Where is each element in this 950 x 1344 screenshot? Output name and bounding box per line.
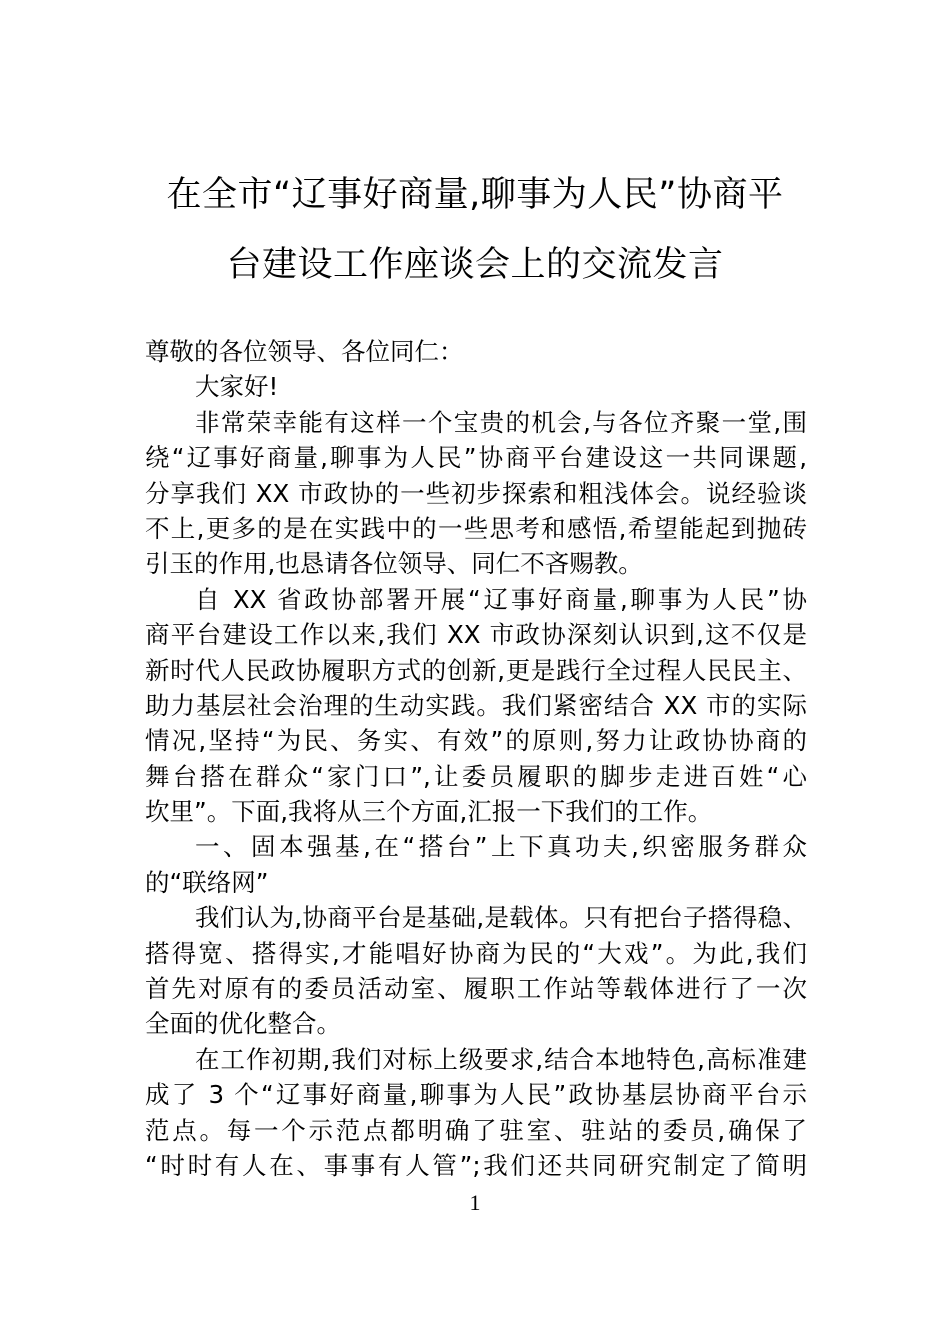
paragraph bbox=[145, 829, 807, 900]
text-line: 成了 3 个“辽事好商量,聊事为人民”政协基层协商平台示 bbox=[145, 1080, 807, 1110]
text-line: 范点。每一个示范点都明确了驻室、驻站的委员,确保了 bbox=[145, 1115, 807, 1145]
text-line: 尊敬的各位领导、各位同仁： bbox=[145, 337, 464, 366]
document-title bbox=[0, 160, 950, 300]
text-line: 全面的优化整合。 bbox=[145, 1009, 341, 1039]
text-line: “时时有人在、事事有人管”;我们还共同研究制定了简明 bbox=[145, 1150, 807, 1180]
text-line: 新时代人民政协履职方式的创新,更是践行全过程人民民主、 bbox=[145, 655, 807, 685]
paragraph bbox=[145, 369, 807, 404]
text-line: 自 XX 省政协部署开展“辽事好商量,聊事为人民”协 bbox=[195, 584, 807, 614]
text-line: 绕“辽事好商量,聊事为人民”协商平台建设这一共同课题, bbox=[145, 443, 807, 473]
paragraph bbox=[145, 582, 807, 830]
paragraph bbox=[145, 1042, 807, 1184]
text-line: 一、固本强基,在“搭台”上下真功夫,织密服务群众 bbox=[195, 832, 807, 862]
title-line-1: 在全市“辽事好商量,聊事为人民”协商平 bbox=[166, 175, 784, 215]
page-number: 1 bbox=[469, 1190, 481, 1215]
text-line: 非常荣幸能有这样一个宝贵的机会,与各位齐聚一堂,围 bbox=[195, 407, 807, 437]
text-line: 我们认为,协商平台是基础,是载体。只有把台子搭得稳、 bbox=[195, 903, 807, 933]
text-line: 大家好! bbox=[195, 372, 279, 402]
text-line: 引玉的作用,也恳请各位领导、同仁不吝赐教。 bbox=[145, 549, 643, 579]
paragraph bbox=[145, 334, 807, 369]
text-line: 商平台建设工作以来,我们 XX 市政协深刻认识到,这不仅是 bbox=[145, 620, 807, 650]
text-line: 坎里”。下面,我将从三个方面,汇报一下我们的工作。 bbox=[145, 797, 713, 827]
text-line: 搭得宽、搭得实,才能唱好协商为民的“大戏”。为此,我们 bbox=[145, 938, 807, 968]
text-line: 首先对原有的委员活动室、履职工作站等载体进行了一次 bbox=[145, 974, 807, 1004]
text-line: 助力基层社会治理的生动实践。我们紧密结合 XX 市的实际 bbox=[145, 690, 807, 720]
text-line: 分享我们 XX 市政协的一些初步探索和粗浅体会。说经验谈 bbox=[145, 478, 807, 508]
text-line: 在工作初期,我们对标上级要求,结合本地特色,高标准建 bbox=[195, 1044, 807, 1074]
text-line: 的“联络网” bbox=[145, 867, 269, 897]
paragraph bbox=[145, 405, 807, 582]
text-line: 舞台搭在群众“家门口”,让委员履职的脚步走进百姓“心 bbox=[145, 761, 807, 791]
paragraph bbox=[145, 900, 807, 1042]
document-body bbox=[145, 334, 807, 1183]
text-line: 不上,更多的是在实践中的一些思考和感悟,希望能起到抛砖 bbox=[145, 513, 807, 543]
title-line-2: 台建设工作座谈会上的交流发言 bbox=[226, 245, 724, 285]
text-line: 情况,坚持“为民、务实、有效”的原则,努力让政协协商的 bbox=[145, 726, 807, 756]
